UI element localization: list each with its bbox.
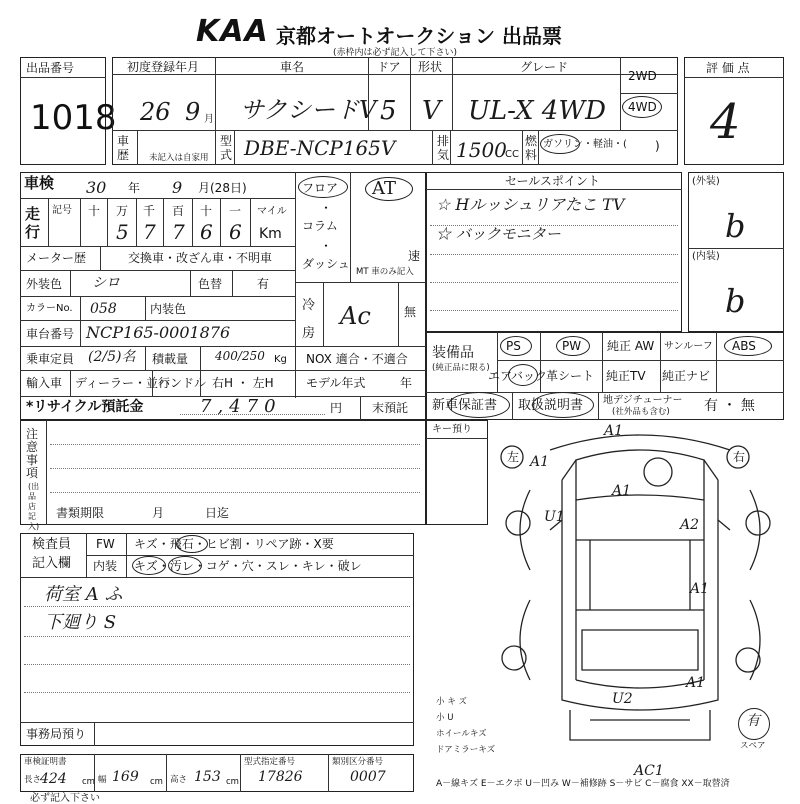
mark-4: U1	[544, 509, 565, 525]
equip-abs: ABS	[732, 339, 756, 353]
footer: 必ず記入下さい	[30, 793, 100, 804]
legend-mirror: ドアミラーキズ	[436, 745, 496, 755]
meter-label: メーター歴	[26, 251, 87, 265]
sales-label: セールスポイント	[505, 174, 600, 188]
len-unit: cm	[82, 777, 95, 787]
insp-year: 30	[86, 178, 107, 197]
door-label: ドア	[377, 60, 401, 74]
width-unit: cm	[150, 777, 163, 787]
dash: ダッシュ	[302, 257, 350, 271]
color-change: 有	[257, 277, 270, 291]
grade-label: グレード	[520, 60, 569, 74]
mark-1: A1	[604, 423, 624, 439]
equip-navi: 純正ナビ	[662, 369, 711, 383]
color-no-label: カラーNo.	[26, 303, 73, 314]
equip-digital-val: 有 ・ 無	[704, 398, 755, 414]
len-label: 長さ	[24, 775, 42, 785]
int-label2: 内装	[93, 559, 118, 573]
at: AT	[372, 178, 397, 199]
equip-airbag: エアバック	[488, 369, 548, 383]
inspection-label: 車検	[24, 174, 55, 192]
fw-options: キズ・飛石・ヒビ割・リペア跡・X要	[134, 537, 334, 551]
ext-color: シロ	[92, 275, 120, 291]
spare-label: スペア	[740, 741, 766, 751]
length: 424	[40, 771, 67, 787]
cc-unit: CC	[505, 149, 519, 160]
mileage-d4: 6	[200, 220, 213, 244]
height: 153	[194, 769, 221, 785]
legend-small-u: 小 U	[436, 713, 454, 723]
mileage-d2: 7	[143, 220, 156, 244]
drive-4wd: 4WD	[628, 100, 657, 114]
fuel-options: ガソリン・軽油・(	[543, 139, 627, 150]
shape-label: 形状	[418, 60, 443, 74]
notes-sub: (出品店記入)	[28, 482, 40, 531]
diagram-right: 右	[733, 450, 746, 464]
lot-label: 出品番号	[26, 61, 75, 75]
equip-tv: 純正TV	[606, 369, 646, 383]
legend-small-scratch: 小 キ ズ	[436, 697, 467, 707]
width-label: 幅	[98, 775, 107, 785]
inspector-line1: 荷室 A ふ	[44, 584, 123, 605]
doc-day: 日迄	[205, 506, 230, 520]
end-pre: 末預託	[372, 401, 409, 415]
recycle-label: *リサイクル預託金	[26, 399, 144, 415]
drive-2wd: 2WD	[628, 69, 657, 83]
model-year-label: モデル年式	[306, 376, 366, 390]
height-label: 高さ	[170, 775, 188, 785]
capacity: (2/5)名	[88, 349, 136, 365]
insp-day: 月(28日)	[198, 181, 247, 195]
cert-label: 車検証明書	[24, 757, 67, 767]
form-title: 京都オートオークション 出品票	[276, 24, 562, 48]
score: 4	[710, 94, 741, 150]
legend-wheel: ホイールキズ	[436, 729, 487, 739]
equip-leather: 革シート	[546, 369, 595, 383]
office-label: 事務局預り	[26, 727, 87, 741]
model-code: DBE-NCP165V	[244, 136, 396, 160]
floor: フロア	[302, 181, 339, 195]
ext-color-label: 外装色	[26, 277, 63, 291]
column: コラム	[302, 219, 338, 233]
mileage-d1: 5	[116, 220, 129, 244]
digit-head-3: 千	[143, 204, 156, 218]
grade: UL-X 4WD	[468, 96, 606, 126]
equip-digital: 地デジチューナー	[603, 395, 683, 406]
capacity-label: 乗車定員	[26, 352, 75, 366]
class-label: 類別区分番号	[332, 757, 384, 767]
score-label: 評 価 点	[706, 61, 750, 75]
doc-deadline: 書類期限	[56, 506, 105, 520]
class-no: 0007	[350, 769, 386, 785]
color-no: 058	[90, 301, 117, 317]
speed: 速	[408, 249, 421, 263]
ext-label: (外装)	[692, 176, 720, 187]
equip-aw: 純正 AW	[607, 339, 655, 353]
sales-1: ☆ Hルッシュリアたこ TV	[436, 195, 625, 214]
mileage-d5: 6	[229, 220, 242, 244]
mark-6: A1	[690, 581, 710, 597]
history-note: 未記入は自家用	[149, 153, 209, 163]
inspector-label2: 記入欄	[32, 556, 72, 571]
equip-ps: PS	[506, 339, 521, 353]
mark-3: A1	[612, 483, 632, 499]
mark-5: A2	[680, 517, 700, 533]
ac-label: 冷房	[302, 298, 316, 341]
history-label: 車歴	[117, 134, 130, 162]
model-label: 型式	[220, 134, 233, 162]
int-score: b	[725, 282, 746, 320]
int-label: (内装)	[692, 251, 720, 262]
inspector-label: 検査員	[32, 537, 72, 552]
reg-month: 9	[185, 98, 201, 126]
meter-opts: 交換車・改ざん車・不明車	[128, 251, 273, 265]
digit-head-4: 百	[172, 204, 185, 218]
reg-year: 26	[140, 98, 171, 126]
sales-2: ☆ バックモニター	[436, 225, 561, 243]
name-label: 車名	[280, 60, 305, 74]
height-unit: cm	[226, 777, 239, 787]
mark-8: U2	[612, 691, 633, 707]
mark-2: A1	[530, 454, 550, 470]
door-count: 5	[380, 96, 397, 126]
key-label: キー預り	[432, 424, 472, 435]
ext-score: b	[725, 207, 746, 245]
mileage-d3: 7	[172, 220, 185, 244]
disp-label: 排気	[437, 134, 450, 162]
nox: NOX 適合・不適合	[306, 352, 408, 366]
notes-label: 注意事項	[26, 427, 39, 480]
digit-head-2: 万	[116, 204, 129, 218]
load-label: 積載量	[152, 352, 189, 366]
equip-sunroof: サンルーフ	[664, 341, 713, 352]
kigo: 記号	[52, 205, 72, 216]
chassis-no: NCP165-0001876	[86, 323, 231, 342]
chassis-label: 車台番号	[26, 327, 75, 341]
equip-manual: 取扱説明書	[518, 398, 584, 413]
handle-label: ハンドル	[158, 376, 207, 390]
km-unit: Km	[259, 226, 282, 242]
dot-sep-2: ・	[320, 239, 333, 253]
form-note: (赤枠内は必ず記入して下さい)	[333, 48, 458, 58]
nen: 年	[128, 181, 141, 195]
displacement: 1500	[456, 138, 507, 162]
type-no: 17826	[258, 769, 303, 785]
equip-digital-sub: (社外品も含む)	[612, 407, 670, 417]
handle-opts: 右H ・ 左H	[212, 376, 274, 390]
int-options: キズ・汚レ・コゲ・穴・スレ・キレ・破レ	[134, 559, 362, 573]
dealer: ディーラー・並行	[75, 376, 171, 390]
digit-head-6: 一	[229, 204, 242, 218]
lot-number: 1018	[30, 98, 117, 138]
fuel-label: 燃料	[525, 134, 538, 162]
diagram-left: 左	[507, 450, 520, 464]
car-name: サクシードV	[240, 96, 377, 124]
kg-unit: Kg	[274, 354, 287, 365]
mile-unit: マイル	[257, 206, 287, 217]
recycle-amount: 7,470	[200, 396, 282, 417]
color-change-label: 色替	[198, 277, 223, 291]
fw-label: FW	[96, 537, 115, 551]
ac: Ac	[340, 302, 371, 330]
legend-codes: A－線キズ E－エクボ U－凹み W－補修跡 S－サビ C－腐食 XX－取替済	[436, 779, 730, 789]
inspector-line2: 下廻り S	[44, 612, 117, 633]
equip-label: 装備品	[432, 345, 474, 361]
doc-month: 月	[152, 506, 165, 520]
shape: V	[422, 96, 441, 126]
equip-pw: PW	[562, 339, 582, 353]
insp-month: 9	[172, 178, 183, 197]
dot-sep-1: ・	[320, 201, 333, 215]
import-label: 輸入車	[26, 376, 63, 390]
mark-7: A1	[686, 675, 706, 691]
key-box	[426, 420, 488, 525]
equip-sub: (純正品に限る)	[432, 363, 490, 373]
mileage-label: 走行	[25, 205, 41, 241]
width: 169	[112, 769, 139, 785]
load: 400/250	[215, 349, 265, 363]
int-color-label: 内装色	[150, 302, 187, 316]
reg-year-label: 初度登録年月	[127, 60, 200, 74]
ac-none: 無	[404, 305, 417, 319]
digit-head-5: 十	[200, 204, 213, 218]
model-year-unit: 年	[400, 376, 413, 390]
spare-mark: 有	[746, 713, 760, 729]
type-label: 型式指定番号	[244, 757, 296, 767]
month-unit: 月	[204, 114, 214, 125]
mark-9: AC1	[634, 763, 664, 779]
kaa-logo: KAA	[196, 14, 269, 49]
digit-head-1: 十	[88, 204, 101, 218]
mt-note: MT 車のみ記入	[356, 267, 414, 277]
equip-warranty: 新車保証書	[432, 398, 498, 413]
yen-unit: 円	[330, 401, 343, 415]
